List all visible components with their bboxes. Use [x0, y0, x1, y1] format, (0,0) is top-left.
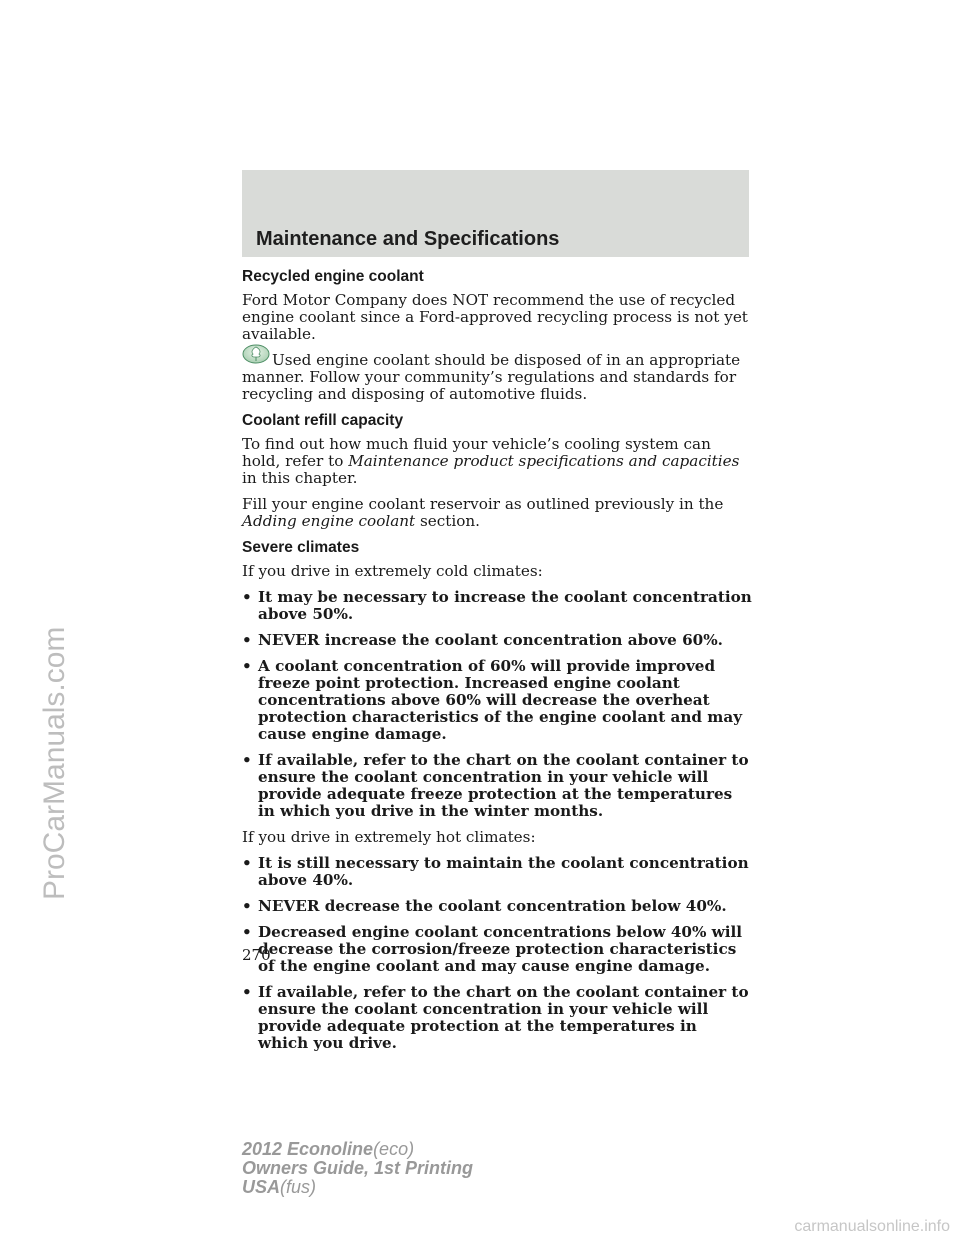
section-heading-recycled: Recycled engine coolant [242, 268, 424, 285]
footer-line-2: Owners Guide, 1st Printing [242, 1158, 474, 1178]
list-item: • Decreased engine coolant concentrations below 40% will decrease the corrosion/freeze protection characteristics of the engine coolant and may cause engine damage. [242, 924, 752, 975]
cold-climate-list [242, 589, 752, 820]
footer-market: USA [242, 1177, 281, 1197]
refill-reference-link: Maintenance product specifications and capacities [348, 452, 740, 470]
list-item: • If available, refer to the chart on the coolant container to ensure the coolant concentration in your vehicle will provide adequate protection at the temperatures in which you drive. [242, 984, 752, 1052]
page-number: 270 [242, 946, 271, 964]
list-item: • It may be necessary to increase the coolant concentration above 50%. [242, 589, 752, 623]
footer-line-1 [242, 1140, 473, 1159]
recycled-paragraph: Ford Motor Company does NOT recommend the use of recycled engine coolant since a Ford-approved recycling process is not yet available. [242, 291, 748, 343]
list-item: • If available, refer to the chart on the coolant container to ensure the coolant concentration in your vehicle will provide adequate freeze protection at the temperatures in which you drive in the winter months. [242, 752, 752, 820]
list-item: • NEVER increase the coolant concentration above 60%. [242, 632, 752, 649]
side-watermark [0, 0, 70, 1242]
cold-intro: If you drive in extremely cold climates: [242, 562, 543, 580]
list-item: • A coolant concentration of 60% will provide improved freeze point protection. Increased engine coolant concentrations above 60% will decrease the overheat protection characteristics of the engine coolant and may cause engine damage. [242, 658, 752, 743]
footer-model: 2012 Econoline [242, 1139, 374, 1159]
environment-tree-icon [242, 344, 270, 364]
refill2-text-a: Fill your engine coolant reservoir as outlined previously in the [242, 495, 724, 513]
section-heading-severe: Severe climates [242, 539, 360, 556]
hot-intro: If you drive in extremely hot climates: [242, 828, 536, 846]
refill-paragraph-2 [242, 496, 752, 530]
environment-note-text: Used engine coolant should be disposed of in an appropriate manner. Follow your community’s regulations and standards for recycling and disposing of automotive fluids. [242, 351, 741, 403]
page-content [242, 268, 752, 1061]
footer-line-3 [242, 1178, 473, 1197]
refill-paragraph-1 [242, 436, 752, 487]
refill2-text-b: section. [419, 512, 480, 530]
footer-market-code: (fus) [280, 1177, 317, 1197]
footer-model-code: (eco) [373, 1139, 415, 1159]
section-heading-refill: Coolant refill capacity [242, 412, 404, 429]
chapter-header [242, 170, 749, 257]
hot-climate-list [242, 855, 752, 1052]
site-watermark: carmanualsonline.info [794, 1218, 950, 1235]
adding-coolant-reference: Adding engine coolant [242, 512, 416, 530]
chapter-title: Maintenance and Specifications [256, 228, 560, 250]
refill-text-a: To find out how much fluid your vehicle’s cooling system can hold, refer to [242, 435, 711, 470]
list-item: • NEVER decrease the coolant concentration below 40%. [242, 898, 752, 915]
refill-text-b: in this chapter. [242, 469, 358, 487]
environment-note [242, 352, 752, 403]
watermark-text: ProCarManuals.com [38, 626, 71, 900]
list-item: • It is still necessary to maintain the coolant concentration above 40%. [242, 855, 752, 889]
document-footer [242, 1140, 473, 1197]
